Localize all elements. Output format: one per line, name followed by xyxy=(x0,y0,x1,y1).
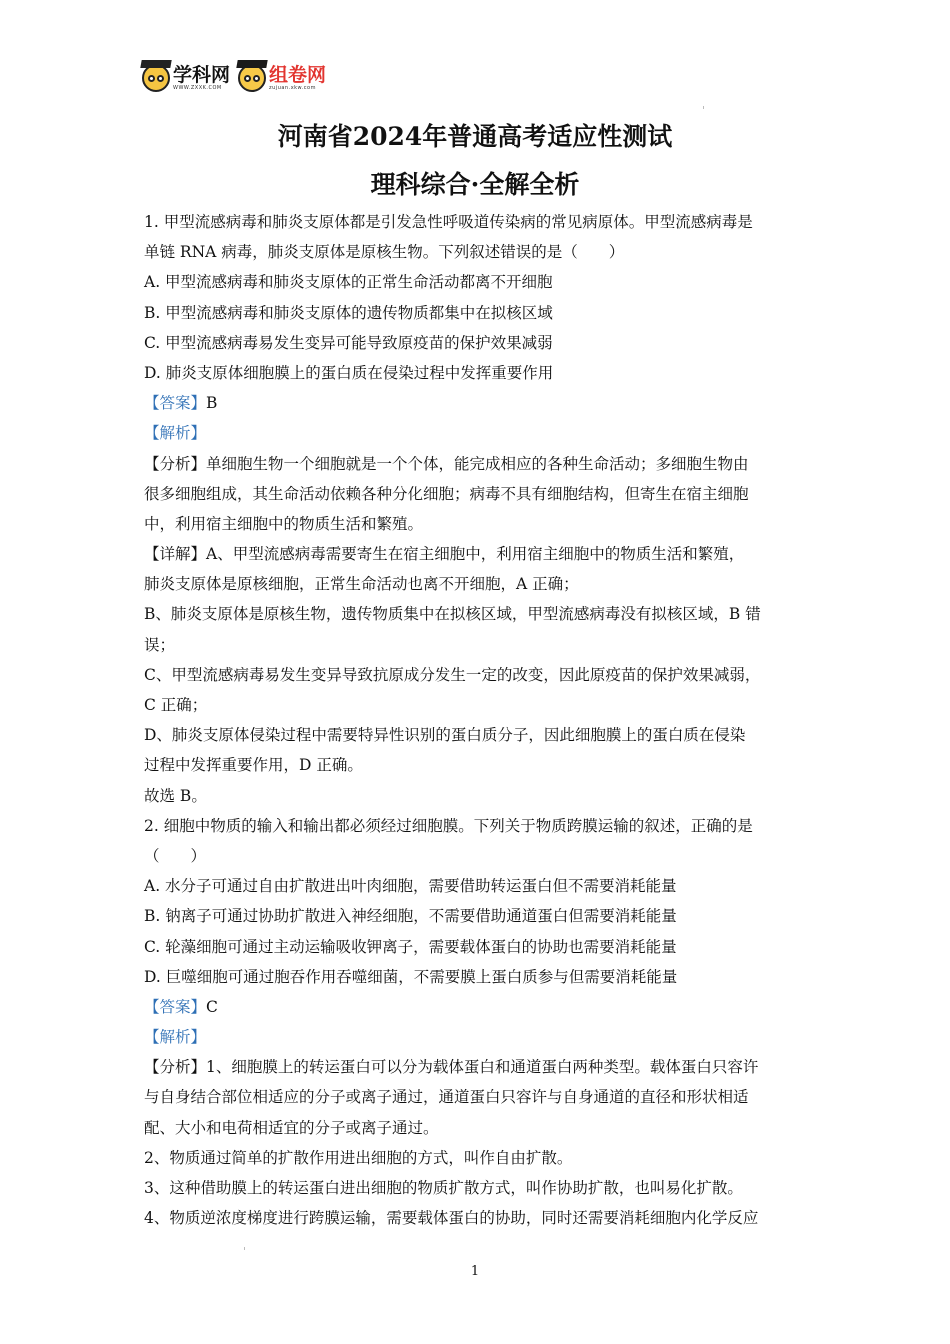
line-text: D. 肺炎支原体细胞膜上的蛋白质在侵染过程中发挥重要作用 xyxy=(144,363,554,382)
line-text: 【分析】1、细胞膜上的转运蛋白可以分为载体蛋白和通道蛋白两种类型。载体蛋白只容许 xyxy=(144,1058,759,1077)
text-line xyxy=(144,1052,812,1082)
mascot-icon xyxy=(238,64,266,92)
logo2-url: zujuan.xkw.com xyxy=(269,85,316,91)
text-line xyxy=(144,720,812,750)
line-text: 肺炎支原体是原核细胞，正常生命活动也离不开细胞，A 正确； xyxy=(144,575,579,594)
line-text: 误； xyxy=(144,635,176,654)
logo2-name: 组卷网 xyxy=(269,64,327,86)
line-text: B、肺炎支原体是原核生物，遗传物质集中在拟核区域，甲型流感病毒没有拟核区域，B 错 xyxy=(144,605,761,624)
zxxk-logo[interactable] xyxy=(142,64,230,92)
line-text: 很多细胞组成，其生命活动依赖各种分化细胞；病毒不具有细胞结构，但寄生在宿主细胞 xyxy=(144,484,749,503)
text-line xyxy=(144,298,812,328)
section-tag: 【答案】 xyxy=(144,997,207,1016)
line-text: （ ） xyxy=(144,846,207,865)
text-line xyxy=(144,750,812,780)
text-line xyxy=(144,932,812,962)
line-text: B xyxy=(206,394,218,413)
text-line xyxy=(144,871,812,901)
text-line xyxy=(144,1022,812,1052)
line-text: C 正确； xyxy=(144,696,208,714)
text-line xyxy=(144,328,812,358)
text-line xyxy=(144,479,812,509)
line-text: 2. 细胞中物质的输入和输出都必须经过细胞膜。下列关于物质跨膜运输的叙述，正确的是 xyxy=(144,816,753,835)
line-text: C. 甲型流感病毒易发生变异可能导致原疫苗的保护效果减弱 xyxy=(144,333,553,352)
document-body xyxy=(144,207,812,1233)
logo1-url: WWW.ZXXK.COM xyxy=(173,85,222,91)
text-line xyxy=(144,207,812,237)
text-line xyxy=(144,388,812,418)
section-tag: 【解析】 xyxy=(144,424,207,443)
text-line xyxy=(144,237,812,267)
text-line xyxy=(144,418,812,448)
text-line xyxy=(144,1173,812,1203)
text-line xyxy=(144,1113,812,1143)
text-line xyxy=(144,569,812,599)
line-text: 单链 RNA 病毒，肺炎支原体是原核生物。下列叙述错误的是（ ） xyxy=(144,243,625,262)
line-text: A. 甲型流感病毒和肺炎支原体的正常生命活动都离不开细胞 xyxy=(144,273,553,292)
text-line xyxy=(144,449,812,479)
document-title: 河南省2024年普通高考适应性测试 xyxy=(277,122,673,151)
text-line xyxy=(144,660,812,690)
line-text: 配、大小和电荷相适宜的分子或离子通过。 xyxy=(144,1118,439,1137)
line-text: D、肺炎支原体侵染过程中需要特异性识别的蛋白质分子，因此细胞膜上的蛋白质在侵染 xyxy=(144,726,746,745)
line-text: B. 钠离子可通过协助扩散进入神经细胞，不需要借助通道蛋白但需要消耗能量 xyxy=(144,907,677,926)
header-logos xyxy=(142,56,326,100)
text-line xyxy=(144,962,812,992)
text-line xyxy=(144,1143,812,1173)
line-text: A. 水分子可通过自由扩散进出叶肉细胞，需要借助转运蛋白但不需要消耗能量 xyxy=(144,877,677,896)
line-text: 3、这种借助膜上的转运蛋白进出细胞的物质扩散方式，叫作协助扩散，也叫易化扩散。 xyxy=(144,1179,743,1197)
line-text: C. 轮藻细胞可通过主动运输吸收钾离子，需要载体蛋白的协助也需要消耗能量 xyxy=(144,937,677,956)
section-tag: 【解析】 xyxy=(144,1028,207,1047)
line-text: 故选 B。 xyxy=(144,786,207,805)
text-line xyxy=(144,1082,812,1112)
text-line xyxy=(144,992,812,1022)
text-line xyxy=(144,539,812,569)
text-line xyxy=(144,841,812,871)
line-text: 1. 甲型流感病毒和肺炎支原体都是引发急性呼吸道传染病的常见病原体。甲型流感病毒是 xyxy=(144,213,753,231)
text-line xyxy=(144,1203,812,1233)
scan-mark xyxy=(244,1247,245,1250)
text-line xyxy=(144,599,812,629)
text-line xyxy=(144,267,812,297)
logo1-name: 学科网 xyxy=(173,64,231,86)
line-text: 【详解】A、甲型流感病毒需要寄生在宿主细胞中，利用宿主细胞中的物质生活和繁殖， xyxy=(144,545,745,564)
line-text: 与自身结合部位相适应的分子或离子通过，通道蛋白只容许与自身通道的直径和形状相适 xyxy=(144,1088,749,1107)
text-line xyxy=(144,509,812,539)
section-tag: 【答案】 xyxy=(144,394,207,413)
line-text: 2、物质通过简单的扩散作用进出细胞的方式，叫作自由扩散。 xyxy=(144,1148,573,1167)
text-line xyxy=(144,781,812,811)
line-text: B. 甲型流感病毒和肺炎支原体的遗传物质都集中在拟核区域 xyxy=(144,303,553,322)
line-text: D. 巨噬细胞可通过胞吞作用吞噬细菌，不需要膜上蛋白质参与但需要消耗能量 xyxy=(144,967,678,986)
text-line xyxy=(144,901,812,931)
mascot-icon xyxy=(142,64,170,92)
text-line xyxy=(144,811,812,841)
line-text: C、甲型流感病毒易发生变异导致抗原成分发生一定的改变，因此原疫苗的保护效果减弱， xyxy=(144,665,761,684)
line-text: C xyxy=(206,997,218,1016)
line-text: 【分析】单细胞生物一个细胞就是一个个体，能完成相应的各种生命活动；多细胞生物由 xyxy=(144,454,749,473)
zujuan-logo[interactable] xyxy=(238,64,326,92)
document-subtitle: 理科综合·全解全析 xyxy=(370,170,580,199)
line-text: 中，利用宿主细胞中的物质生活和繁殖。 xyxy=(144,514,424,533)
line-text: 过程中发挥重要作用，D 正确。 xyxy=(144,756,363,775)
text-line xyxy=(144,630,812,660)
text-line xyxy=(144,690,812,720)
page-number: 1 xyxy=(470,1264,480,1279)
line-text: 4、物质逆浓度梯度进行跨膜运输，需要载体蛋白的协助，同时还需要消耗细胞内化学反应 xyxy=(144,1209,759,1228)
text-line xyxy=(144,358,812,388)
scan-mark xyxy=(703,106,704,109)
